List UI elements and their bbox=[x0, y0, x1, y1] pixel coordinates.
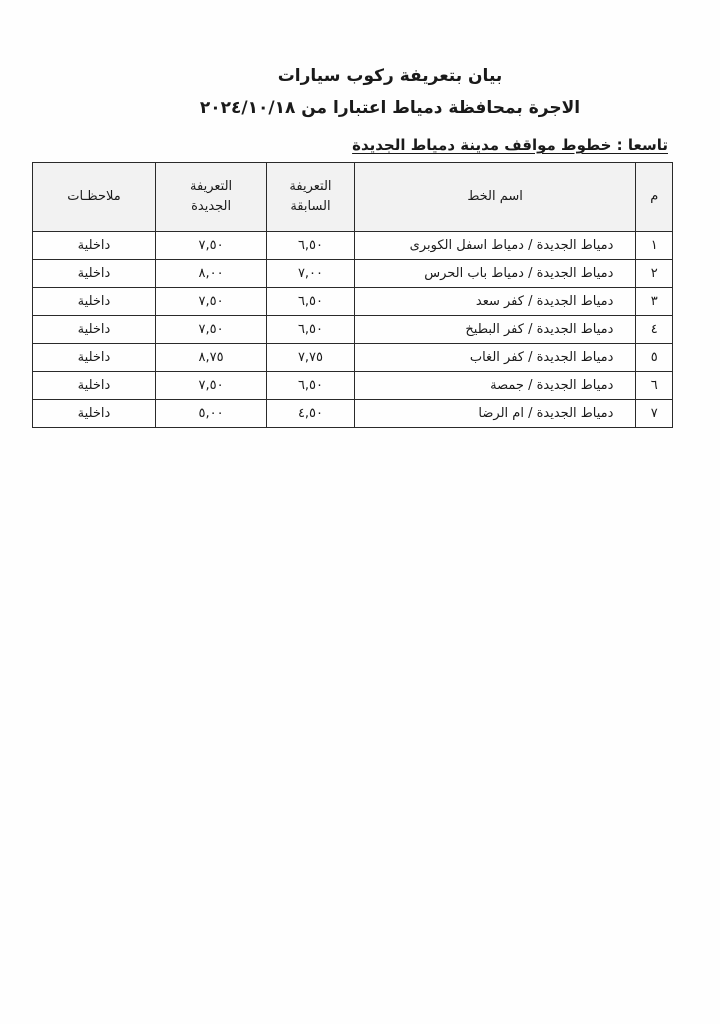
section-heading: تاسعا : خطوط مواقف مدينة دمياط الجديدة bbox=[352, 136, 668, 154]
cell-route: دمياط الجديدة / كفر البطيخ bbox=[354, 316, 636, 344]
cell-previous-fare: ٦,٥٠ bbox=[267, 288, 355, 316]
cell-new-fare: ٧,٥٠ bbox=[155, 316, 266, 344]
cell-index: ١ bbox=[636, 232, 673, 260]
cell-new-fare: ٧,٥٠ bbox=[155, 232, 266, 260]
cell-index: ٣ bbox=[636, 288, 673, 316]
header-notes: ملاحظـات bbox=[33, 163, 156, 232]
cell-route: دمياط الجديدة / كفر الغاب bbox=[354, 344, 636, 372]
table-row bbox=[33, 400, 673, 428]
cell-previous-fare: ٧,٠٠ bbox=[267, 260, 355, 288]
table-row bbox=[33, 232, 673, 260]
cell-previous-fare: ٤,٥٠ bbox=[267, 400, 355, 428]
fare-table bbox=[32, 162, 673, 428]
cell-notes: داخلية bbox=[33, 260, 156, 288]
header-previous-fare-label: التعريفة السابقة bbox=[289, 179, 332, 214]
cell-index: ٢ bbox=[636, 260, 673, 288]
cell-previous-fare: ٦,٥٠ bbox=[267, 232, 355, 260]
header-index: م bbox=[636, 163, 673, 232]
cell-notes: داخلية bbox=[33, 344, 156, 372]
table-row bbox=[33, 344, 673, 372]
header-new-fare bbox=[155, 163, 266, 232]
cell-notes: داخلية bbox=[33, 400, 156, 428]
cell-new-fare: ٥,٠٠ bbox=[155, 400, 266, 428]
table-row bbox=[33, 288, 673, 316]
cell-notes: داخلية bbox=[33, 288, 156, 316]
table-row bbox=[33, 372, 673, 400]
cell-notes: داخلية bbox=[33, 232, 156, 260]
cell-new-fare: ٧,٥٠ bbox=[155, 372, 266, 400]
fare-table-body bbox=[33, 232, 673, 428]
cell-previous-fare: ٦,٥٠ bbox=[267, 316, 355, 344]
table-row bbox=[33, 260, 673, 288]
header-new-fare-label: التعريفة الجديدة bbox=[190, 179, 233, 214]
cell-notes: داخلية bbox=[33, 372, 156, 400]
cell-new-fare: ٨,٧٥ bbox=[155, 344, 266, 372]
cell-index: ٤ bbox=[636, 316, 673, 344]
header-route: اسم الخط bbox=[354, 163, 636, 232]
cell-new-fare: ٧,٥٠ bbox=[155, 288, 266, 316]
table-row bbox=[33, 316, 673, 344]
cell-new-fare: ٨,٠٠ bbox=[155, 260, 266, 288]
document-title-line-2: الاجرة بمحافظة دمياط اعتبارا من ٢٠٢٤/١٠/١٨ bbox=[199, 98, 581, 118]
cell-route: دمياط الجديدة / ام الرضا bbox=[354, 400, 636, 428]
cell-index: ٥ bbox=[636, 344, 673, 372]
cell-index: ٧ bbox=[636, 400, 673, 428]
cell-notes: داخلية bbox=[33, 316, 156, 344]
cell-previous-fare: ٦,٥٠ bbox=[267, 372, 355, 400]
cell-route: دمياط الجديدة / كفر سعد bbox=[354, 288, 636, 316]
header-previous-fare bbox=[267, 163, 355, 232]
table-header-row bbox=[33, 163, 673, 232]
cell-index: ٦ bbox=[636, 372, 673, 400]
cell-route: دمياط الجديدة / جمصة bbox=[354, 372, 636, 400]
cell-route: دمياط الجديدة / دمياط اسفل الكوبرى bbox=[354, 232, 636, 260]
document-title-line-1: بيان بتعريفة ركوب سيارات bbox=[277, 66, 503, 86]
cell-previous-fare: ٧,٧٥ bbox=[267, 344, 355, 372]
cell-route: دمياط الجديدة / دمياط باب الحرس bbox=[354, 260, 636, 288]
